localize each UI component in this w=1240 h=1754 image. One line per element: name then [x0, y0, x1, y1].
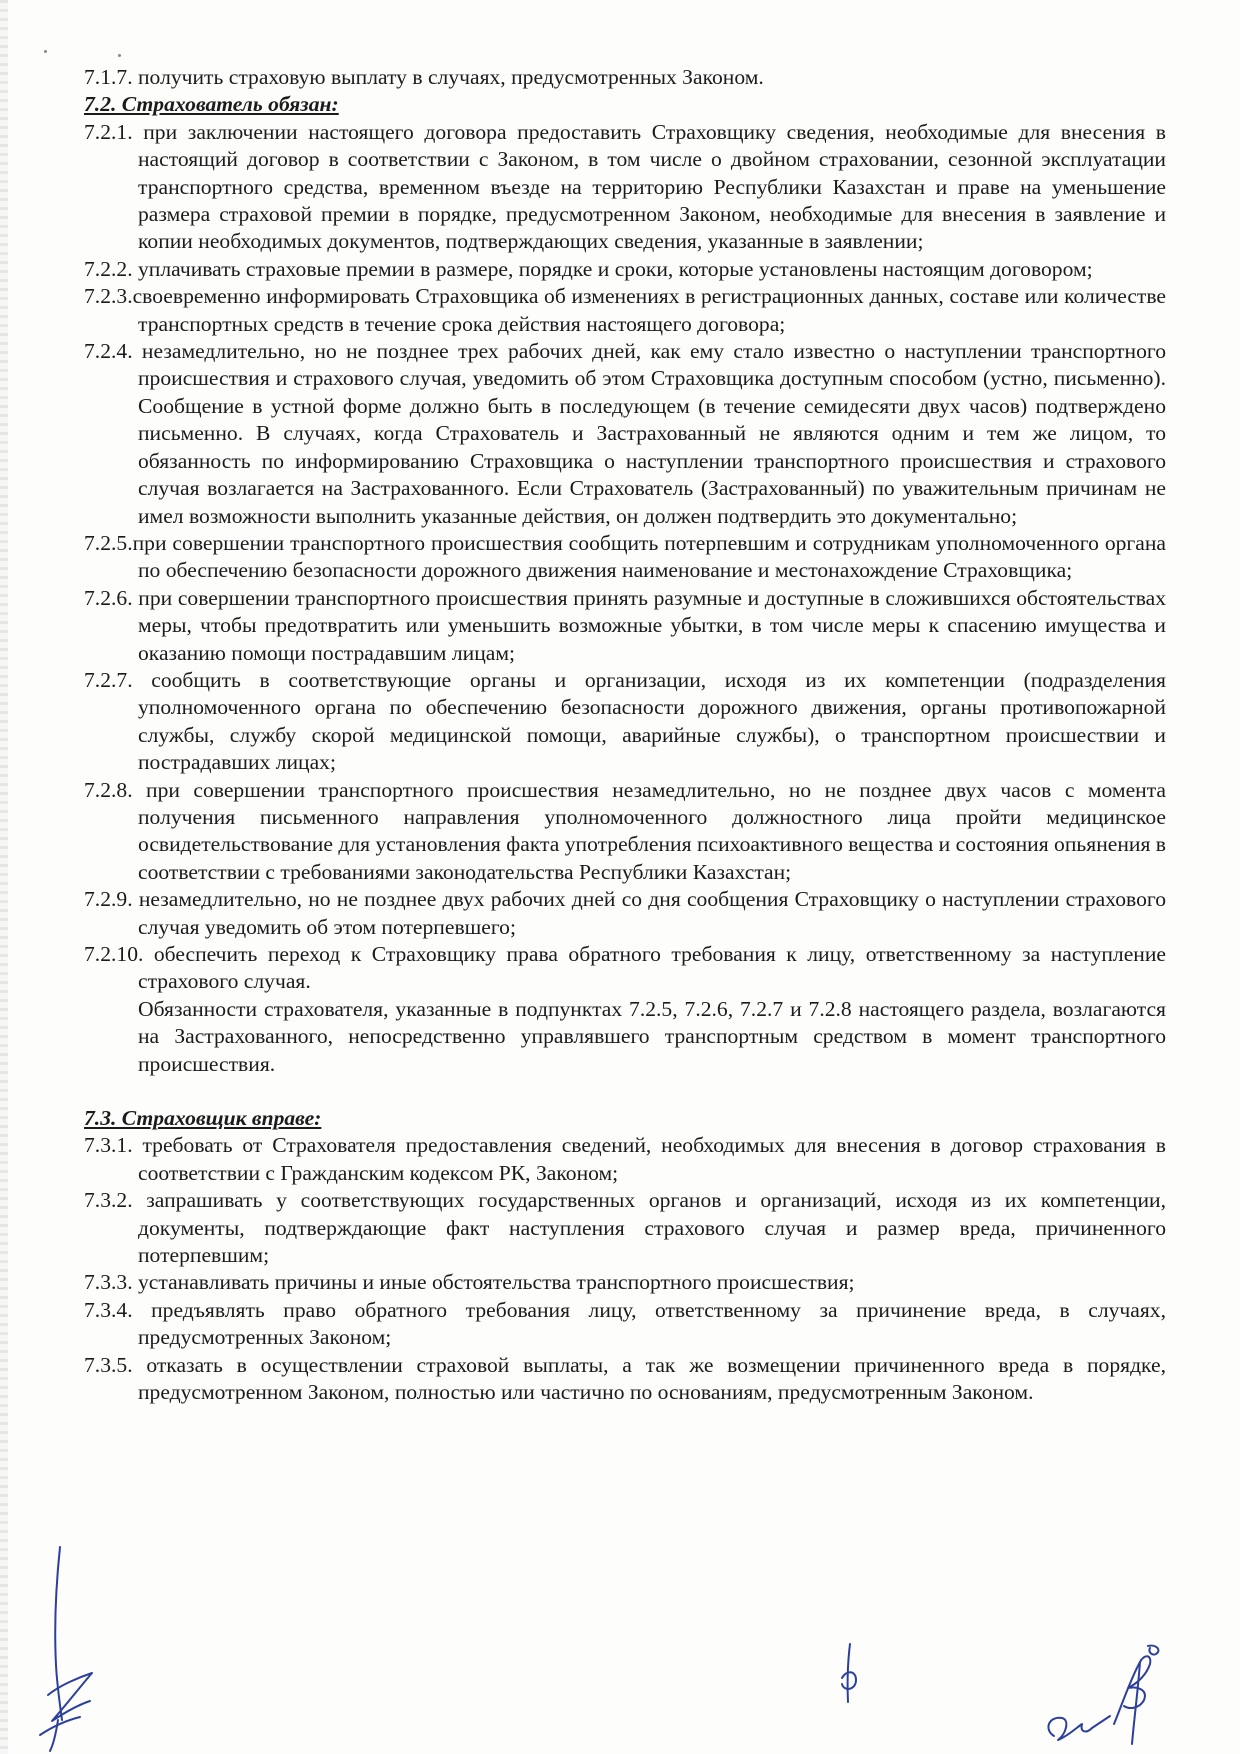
clause-7-3-4	[84, 1297, 1166, 1352]
clause-7-3-1	[84, 1132, 1166, 1187]
clause-text: сообщить в соответствующие органы и организации, исходя из их компетенции (подразделения уполномоченного органа по обеспечению безопасности дорожного движения, органы противопожарной службы, службу скорой медицинской помощи, аварийные службы), о транспортном происшествии и пострадавших лицах;	[138, 667, 1166, 775]
clause-number: 7.2.2.	[84, 256, 133, 281]
clause-7-2-3	[84, 283, 1166, 338]
clause-text: обеспечить переход к Страховщику права обратного требования к лицу, ответственному за наступление страхового случая.	[138, 942, 1166, 994]
clause-text: при заключении настоящего договора предоставить Страховщику сведения, необходимые для внесения в настоящий договор в соответствии с Законом, в том числе о двойном страховании, сезонной эксплуатации транспортного средства, временном въезде на территорию Республики Казахстан и праве на уменьшение размера страховой премии в порядке, предусмотренном Законом, необходимые для внесения в заявление и копии необходимых документов, подтверждающих сведения, указанные в заявлении;	[138, 119, 1166, 254]
clause-7-2-note: Обязанности страхователя, указанные в подпунктах 7.2.5, 7.2.6, 7.2.7 и 7.2.8 настоящего раздела, возлагаются на Застрахованного, непосредственно управлявшего транспортным средством в момент транспортного происшествия.	[138, 996, 1166, 1076]
clause-text: своевременно информировать Страховщика об изменениях в регистрационных данных, составе или количестве транспортных средств в течение срока действия настоящего договора;	[132, 284, 1166, 336]
clause-number: 7.2.3.	[84, 284, 133, 309]
clause-7-3-2	[84, 1187, 1166, 1269]
clause-text: незамедлительно, но не позднее двух рабочих дней со дня сообщения Страховщику о наступлении страхового случая уведомить об этом потерпевшего;	[138, 887, 1166, 939]
clause-7-2-8	[84, 777, 1166, 887]
section-spacer	[84, 1078, 1166, 1105]
clause-7-2-1	[84, 119, 1166, 256]
scan-edge-artifact	[0, 0, 8, 1754]
clause-number: 7.2.6.	[84, 585, 133, 610]
clause-number: 7.2.9.	[84, 887, 133, 912]
clause-number: 7.2.1.	[84, 119, 133, 144]
clause-7-3-5	[84, 1352, 1166, 1407]
clause-text: незамедлительно, но не позднее трех рабочих дней, как ему стало известно о наступлении транспортного происшествия и страхового случая, уведомить об этом Страховщика доступным способом (устно, письменно). Сообщение в устной форме должно быть в последующем (в течение семидесяти двух часов) подтверждено письменно. В случаях, когда Страхователь и Застрахованный не являются одним и тем же лицом, то обязанность по информированию Страховщика о наступлении транспортного происшествия и страхового случая возлагается на Застрахованного. Если Страхователь (Застрахованный) по уважительным причинам не имел возможности выполнить указанные действия, он должен подтвердить это документально;	[138, 339, 1167, 528]
clause-text: предъявлять право обратного требования лицу, ответственному за причинение вреда, в случаях, предусмотренных Законом;	[138, 1297, 1166, 1350]
clause-text: получить страховую выплату в случаях, предусмотренных Законом.	[138, 65, 764, 89]
scan-speck	[44, 50, 47, 53]
clause-text: уплачивать страховые премии в размере, порядке и сроки, которые установлены настоящим договором;	[138, 256, 1093, 281]
clause-text: устанавливать причины и иные обстоятельства транспортного происшествия;	[138, 1270, 855, 1295]
clause-number: 7.2.4.	[84, 339, 133, 364]
clause-7-2-6	[84, 585, 1166, 667]
document-body	[84, 64, 1166, 1407]
clause-number: 7.3.2.	[84, 1188, 133, 1213]
clause-text: при совершении транспортного происшествия сообщить потерпевшим и сотрудникам уполномоченного органа по обеспечению безопасности дорожного движения наименование и местонахождение Страховщика;	[132, 530, 1166, 583]
clause-text: при совершении транспортного происшествия незамедлительно, но не позднее двух часов с момента получения письменного направления уполномоченного должностного лица пройти медицинское освидетельствование для установления факта употребления психоактивного вещества и состояния опьянения в соответствии с требованиями законодательства Республики Казахстан;	[138, 777, 1166, 884]
clause-number: 7.2.10.	[84, 942, 144, 966]
clause-7-2-5	[84, 530, 1166, 585]
scan-speck	[118, 54, 121, 57]
clause-text: отказать в осуществлении страховой выплаты, а так же возмещении причиненного вреда в порядке, предусмотренном Законом, полностью или частично по основаниям, предусмотренным Законом.	[138, 1352, 1166, 1405]
signature-left-icon	[30, 1545, 100, 1754]
clause-text: требовать от Страхователя предоставления сведений, необходимых для внесения в договор страхования в соответствии с Гражданским кодексом РК, Законом;	[138, 1133, 1166, 1185]
clause-number: 7.3.1.	[84, 1133, 133, 1158]
signature-middle-icon	[834, 1640, 864, 1710]
clause-text: при совершении транспортного происшествия принять разумные и доступные в сложившихся обстоятельствах меры, чтобы предотвратить или уменьшить возможные убытки, в том числе меры к спасению имущества и оказанию помощи пострадавшим лицам;	[138, 585, 1166, 665]
section-heading-7-2: 7.2. Страхователь обязан:	[84, 92, 339, 117]
clause-7-2-4	[84, 338, 1166, 530]
clause-number: 7.3.4.	[84, 1297, 133, 1322]
clause-number: 7.2.7.	[84, 667, 133, 692]
clause-7-2-2	[84, 256, 1166, 283]
clause-number: 7.3.3.	[84, 1270, 133, 1295]
clause-number: 7.1.7.	[84, 65, 133, 89]
clause-number: 7.2.5.	[84, 530, 133, 555]
clause-7-1-7	[84, 64, 1166, 91]
clause-7-2-10	[84, 941, 1166, 996]
clause-number: 7.3.5.	[84, 1352, 133, 1377]
clause-7-2-7	[84, 667, 1166, 777]
clause-text: запрашивать у соответствующих государственных органов и организаций, исходя из их компетенции, документы, подтверждающие факт наступления страхового случая и размер вреда, причиненного потерпевшим;	[138, 1188, 1166, 1268]
clause-7-2-9	[84, 886, 1166, 941]
section-heading-7-3: 7.3. Страховщик вправе:	[84, 1106, 322, 1131]
clause-number: 7.2.8.	[84, 777, 133, 802]
clause-7-3-3	[84, 1269, 1166, 1296]
signature-right-icon	[1040, 1640, 1170, 1750]
